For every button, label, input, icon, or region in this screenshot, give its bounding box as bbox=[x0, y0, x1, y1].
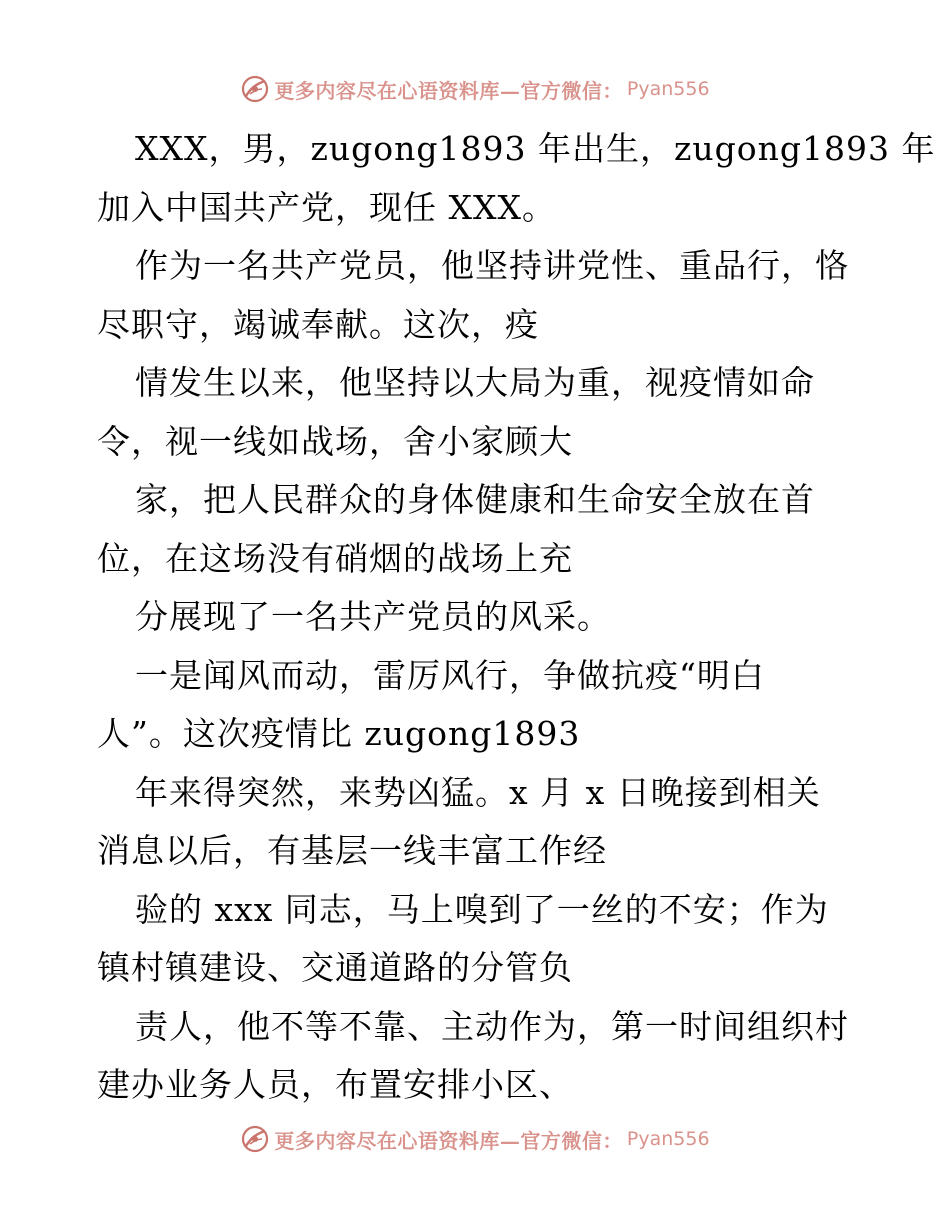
text-line: 加入中国共产党，现任 XXX。 bbox=[97, 187, 556, 227]
watermark-text: 更多内容尽在心语资料库—官方微信： bbox=[274, 1128, 623, 1153]
text-line: 一是闻风而动，雷厉风行，争做抗疫“明白 bbox=[135, 655, 765, 695]
watermark-id: Pyan556 bbox=[626, 1128, 710, 1150]
text-line: 家，把人民群众的身体健康和生命安全放在首 bbox=[135, 480, 815, 519]
watermark-footer bbox=[0, 1124, 950, 1158]
watermark-id: Pyan556 bbox=[626, 78, 710, 100]
text-line: 位，在这场没有硝烟的战场上充 bbox=[97, 538, 573, 578]
text-line: 人”。这次疫情比 zugong1893 bbox=[97, 714, 581, 753]
text-line: 令，视一线如战场，舍小家顾大 bbox=[97, 421, 573, 461]
text-line: 分展现了一名共产党员的风采。 bbox=[135, 597, 611, 636]
text-line: 责人，他不等不靠、主动作为，第一时间组织村 bbox=[135, 1006, 849, 1046]
text-line: 验的 xxx 同志，马上嗅到了一丝的不安；作为 bbox=[135, 889, 829, 929]
text-line: 作为一名共产党员，他坚持讲党性、重品行，恪 bbox=[135, 246, 849, 285]
text-line: 建办业务人员，布置安排小区、 bbox=[97, 1065, 573, 1104]
logo-icon bbox=[240, 1124, 270, 1154]
watermark-text: 更多内容尽在心语资料库—官方微信： bbox=[274, 78, 623, 103]
text-line: 尽职守，竭诚奉献。这次，疫 bbox=[97, 304, 539, 344]
text-line: 情发生以来，他坚持以大局为重，视疫情如命 bbox=[135, 363, 815, 402]
text-line: 年来得突然，来势凶猛。x 月 x 日晚接到相关 bbox=[135, 772, 821, 812]
text-line: XXX，男，zugong1893 年出生，zugong1893 年 bbox=[135, 129, 936, 168]
text-line: 消息以后，有基层一线丰富工作经 bbox=[97, 831, 607, 870]
body-text bbox=[97, 120, 936, 1115]
watermark-header bbox=[0, 74, 950, 108]
logo-icon bbox=[240, 74, 270, 104]
text-line: 镇村镇建设、交通道路的分管负 bbox=[97, 948, 573, 987]
